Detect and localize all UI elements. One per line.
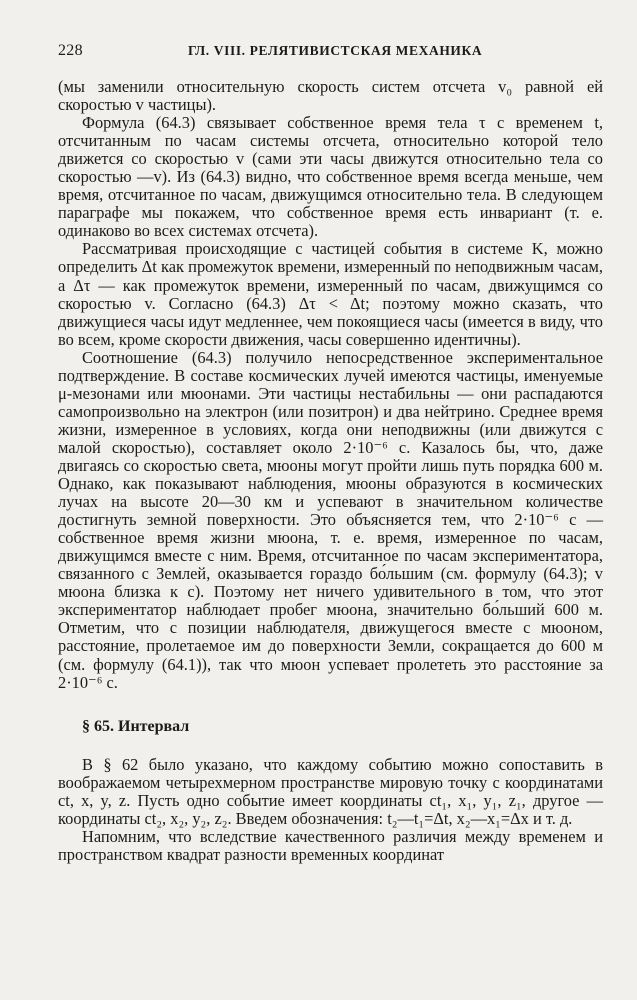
- paragraph-time-space-difference: Напомним, что вследствие качественного различия между временем и пространством квадрат разности временных координат: [58, 826, 603, 864]
- running-title: ГЛ. VIII. РЕЛЯТИВИСТСКАЯ МЕХАНИКА: [188, 43, 483, 58]
- book-page: [58, 42, 603, 864]
- page-header: [58, 42, 603, 64]
- paragraph-muon-experiment: Соотношение (64.3) получило непосредственное экспериментальное подтверждение. В составе космических лучей имеются частицы, именуемые μ-мезонами или мюонами. Эти частицы нестабильны — они распадаются самопроизвольно на электрон (или позитрон) и два нейтрино. Среднее время жизни, измеренное в условиях, когда они неподвижны (или движутся с малой скоростью), составляет около 2·10⁻⁶ с. Казалось бы, что, даже двигаясь со скоростью света, мюоны могут пройти лишь путь порядка 600 м. Однако, как показывают наблюдения, мюоны образуются в космических лучах на высоте 20—30 км и успевают в значительном количестве достигнуть земной поверхности. Это объясняется тем, что 2·10⁻⁶ с — собственное время жизни мюона, т. е. время, измеренное по часам, движущимся вместе с ним. Время, отсчитанное по часам экспериментатора, связанного с Землей, оказывается гораздо бо́льшим (см. формулу (64.3); v мюона близка к c). Поэтому нет ничего удивительного в том, что этот экспериментатор наблюдает пробег мюона, значительно бо́льший 600 м. Отметим, что с позиции наблюдателя, движущегося вместе с мюоном, расстояние, пролетаемое им до поверхности Земли, сокращается до 600 м (см. формулу (64.1)), так что мюон успевает пролететь это расстояние за 2·10⁻⁶ с.: [58, 347, 603, 692]
- paragraph-proper-time: Формула (64.3) связывает собственное время тела τ с временем t, отсчитанным по часам системы отсчета, относительно которой тело движется со скоростью v (сами эти часы движутся относительно тела со скоростью —v). Из (64.3) видно, что собственное время всегда меньше, чем время, отсчитанное по часам, движущимся относительно тела. В следующем параграфе мы покажем, что собственное время есть инвариант (т. е. одинаково во всех системах отсчета).: [58, 113, 603, 241]
- paragraph-continuation: (мы заменили относительную скорость систем отсчета v₀ равной ей скоростью v частицы).: [58, 77, 603, 115]
- page-body: [58, 78, 603, 864]
- page-number: 228: [58, 42, 83, 59]
- paragraph-moving-clocks: Рассматривая происходящие с частицей события в системе K, можно определить Δt как промежуток времени, измеренный по неподвижным часам, а Δτ — как промежуток времени, измеренный по часам, движущимся со скоростью v. Согласно (64.3) Δτ < Δt; поэтому можно сказать, что движущиеся часы идут медленнее, чем покоящиеся часы (имеется в виду, что во всем, кроме скорости движения, часы совершенно идентичны).: [58, 239, 603, 349]
- section-heading: § 65. Интервал: [82, 717, 190, 735]
- paragraph-world-point: В § 62 было указано, что каждому событию можно сопоставить в воображаемом четырехмерном пространстве мировую точку с координатами ct, x, y, z. Пусть одно событие имеет координаты ct₁, x₁, y₁, z₁, другое — координаты ct₂, x₂, y₂, z₂. Введем обозначения: t₂—t₁=Δt, x₂—x₁=Δx и т. д.: [58, 754, 603, 828]
